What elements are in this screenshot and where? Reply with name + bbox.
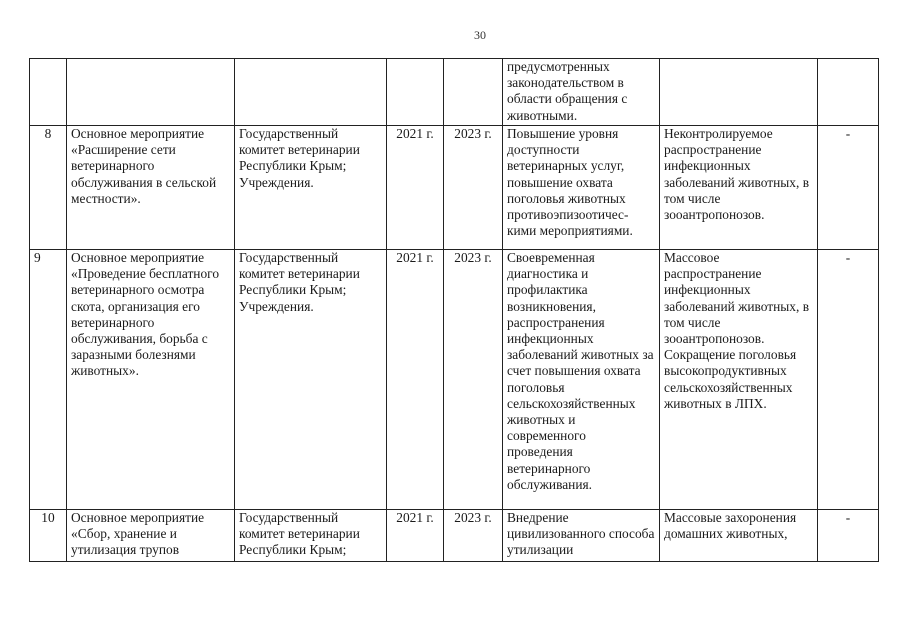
link-cell: - (818, 126, 879, 250)
row-number-cell (30, 59, 67, 126)
end-year-cell: 2023 г. (444, 126, 503, 250)
expected-result-cell: Своевременная диагностика и профилактика возникновения, распространения инфекционных заболеваний животных за счет повышения охвата поголовья сельскохозяйственных животных и современного проведения ветеринарного обслуживания. (503, 250, 660, 510)
consequences-cell: Массовые захоронения домашних животных, (660, 510, 818, 562)
link-cell: - (818, 510, 879, 562)
start-year-cell (387, 59, 444, 126)
consequences-cell: Массовое распространение инфекционных заболеваний животных, в том числе зооантропонозов. Сокращение поголовья высокопродуктивных сельскохозяйственных животных в ЛПХ. (660, 250, 818, 510)
end-year-cell (444, 59, 503, 126)
start-year-cell: 2021 г. (387, 126, 444, 250)
expected-result-cell: предусмотренных законодательством в области обращения с животными. (503, 59, 660, 126)
table-row-continuation (30, 59, 879, 126)
row-number-cell: 8 (30, 126, 67, 250)
table-row (30, 510, 879, 562)
consequences-cell: Неконтролируемое распространение инфекционных заболеваний животных, в том числе зооантропонозов. (660, 126, 818, 250)
expected-result-cell: Повышение уровня доступности ветеринарных услуг, повышение охвата поголовья животных противоэпизоотичес-кими мероприятиями. (503, 126, 660, 250)
expected-result-cell: Внедрение цивилизованного способа утилизации (503, 510, 660, 562)
event-cell: Основное мероприятие «Проведение бесплатного ветеринарного осмотра скота, организация его ветеринарного обслуживания, борьба с заразными болезнями животных». (67, 250, 235, 510)
page-number: 30 (474, 28, 486, 42)
start-year-cell: 2021 г. (387, 510, 444, 562)
end-year-cell: 2023 г. (444, 510, 503, 562)
table-row (30, 250, 879, 510)
executor-cell: Государственный комитет ветеринарии Республики Крым; (235, 510, 387, 562)
program-events-table (29, 58, 879, 562)
link-cell (818, 59, 879, 126)
link-cell: - (818, 250, 879, 510)
row-number-cell: 9 (30, 250, 67, 510)
event-cell (67, 59, 235, 126)
executor-cell (235, 59, 387, 126)
executor-cell: Государственный комитет ветеринарии Республики Крым; Учреждения. (235, 126, 387, 250)
table-row (30, 126, 879, 250)
event-cell: Основное мероприятие «Расширение сети ветеринарного обслуживания в сельской местности». (67, 126, 235, 250)
event-cell: Основное мероприятие «Сбор, хранение и утилизация трупов (67, 510, 235, 562)
end-year-cell: 2023 г. (444, 250, 503, 510)
row-number-cell: 10 (30, 510, 67, 562)
consequences-cell (660, 59, 818, 126)
executor-cell: Государственный комитет ветеринарии Республики Крым; Учреждения. (235, 250, 387, 510)
start-year-cell: 2021 г. (387, 250, 444, 510)
